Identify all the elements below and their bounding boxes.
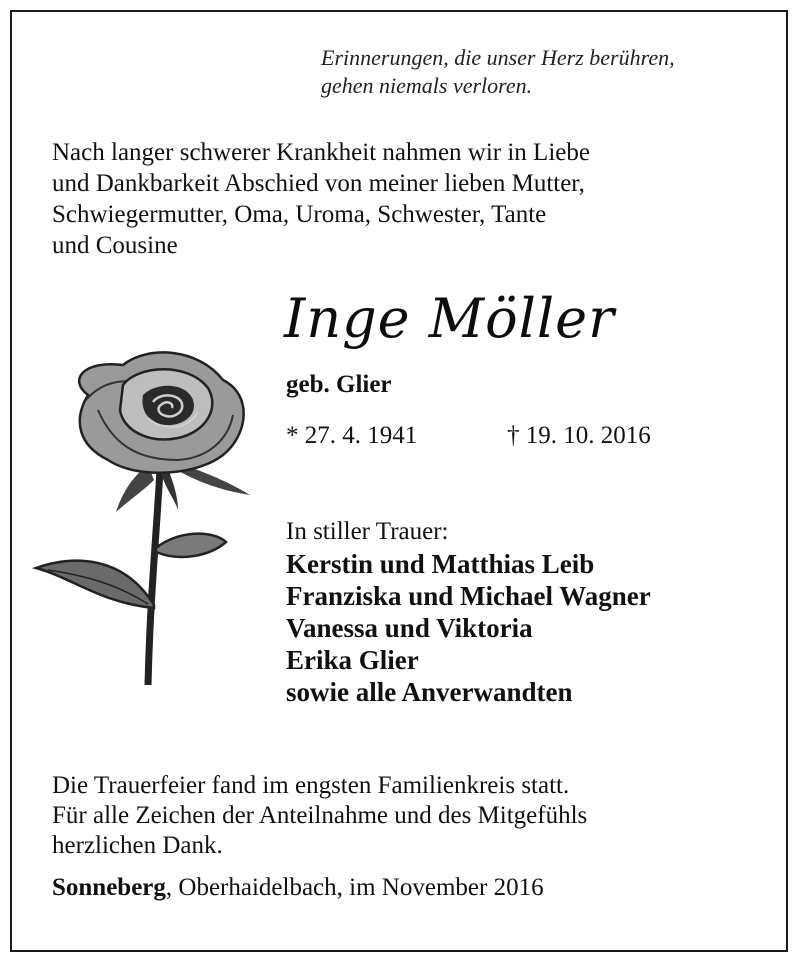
closing-line: herzlichen Dank. xyxy=(52,832,223,859)
mourner-name: sowie alle Anverwandten xyxy=(286,677,573,707)
mourner-name: Franziska und Michael Wagner xyxy=(286,581,651,611)
motto-quote xyxy=(321,44,761,100)
rose-icon xyxy=(28,340,258,690)
maiden-name: geb. Glier xyxy=(286,371,392,398)
motto-line-2: gehen niemals verloren. xyxy=(321,73,533,98)
death-date: † 19. 10. 2016 xyxy=(507,422,651,449)
mourning-heading: In stiller Trauer: xyxy=(286,518,449,545)
birth-date: * 27. 4. 1941 xyxy=(286,422,418,449)
mourner-name: Vanessa und Viktoria xyxy=(286,613,533,643)
intro-line: und Cousine xyxy=(52,232,178,259)
intro-text xyxy=(52,137,752,261)
place-rest: , Oberhaidelbach, im November 2016 xyxy=(165,874,544,901)
motto-line-1: Erinnerungen, die unser Herz berühren, xyxy=(321,45,675,70)
closing-line: Für alle Zeichen der Anteilnahme und des Mitgefühls xyxy=(52,802,588,829)
place-and-date xyxy=(52,874,544,902)
place-town: Sonneberg xyxy=(52,874,166,901)
intro-line: und Dankbarkeit Abschied von meiner lieben Mutter, xyxy=(52,170,585,197)
intro-line: Nach langer schwerer Krankheit nahmen wir in Liebe xyxy=(52,139,590,166)
closing-line: Die Trauerfeier fand im engsten Familienkreis statt. xyxy=(52,772,570,799)
deceased-name: Inge Möller xyxy=(284,287,615,350)
mourners-block xyxy=(286,516,766,708)
mourner-name: Kerstin und Matthias Leib xyxy=(286,549,595,579)
closing-text xyxy=(52,771,752,861)
intro-line: Schwiegermutter, Oma, Uroma, Schwester, Tante xyxy=(52,201,547,228)
mourner-name: Erika Glier xyxy=(286,645,419,675)
